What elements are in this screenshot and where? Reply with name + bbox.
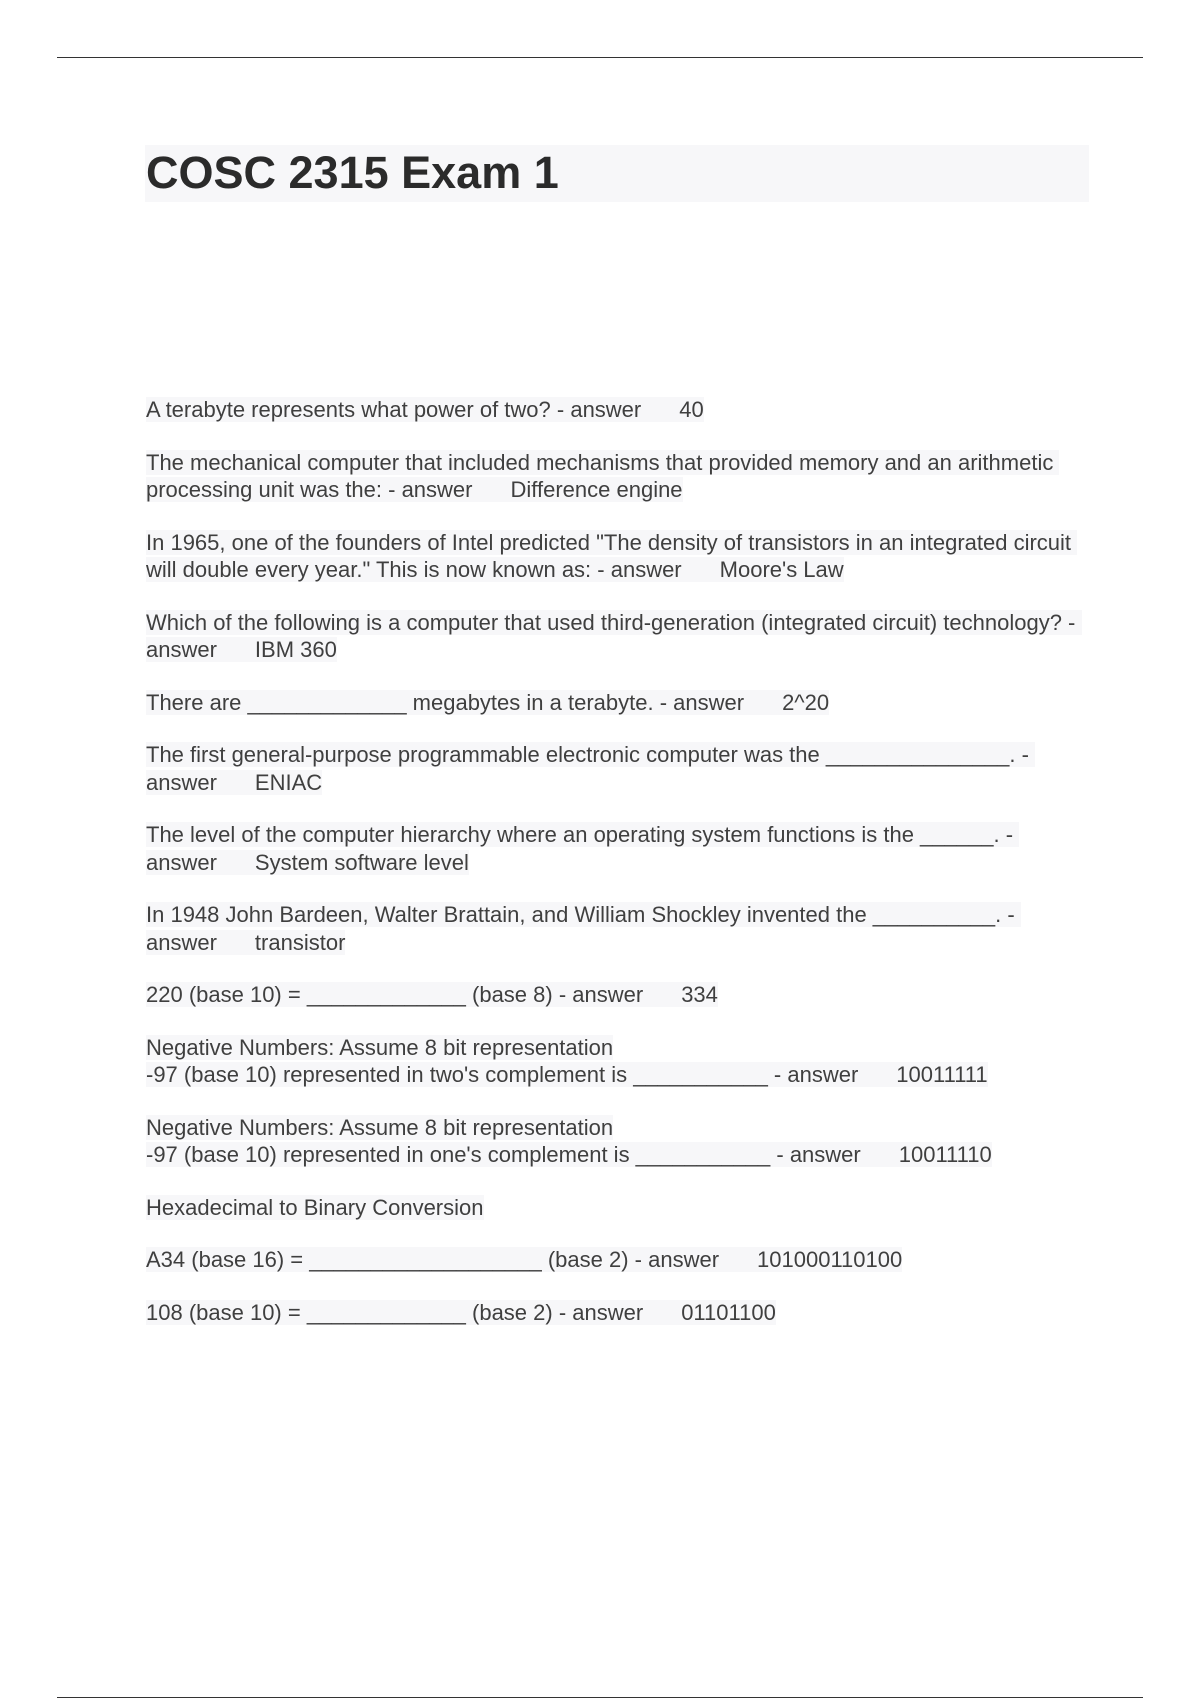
question-text: In 1965, one of the founders of Intel predicted "The density of transistors in an integrated circuit will double every year." This is now known as: - answer [146, 529, 1078, 582]
answer-text: System software level [254, 849, 469, 875]
answer-text: 101000110100 [757, 1247, 903, 1272]
bottom-rule [57, 1697, 1143, 1698]
page-title: COSC 2315 Exam 1 [146, 147, 559, 198]
qa-item [146, 689, 1096, 717]
question-text: The first general-purpose programmable electronic computer was the _______________. - answer [146, 742, 1036, 795]
answer-text: 334 [681, 982, 718, 1007]
question-text: 108 (base 10) = _____________ (base 2) - answer [146, 1299, 644, 1325]
qa-list [146, 396, 1096, 1351]
qa-item [146, 741, 1096, 796]
answer-text: 10011111 [896, 1062, 988, 1087]
qa-item [146, 1034, 1096, 1089]
top-rule [57, 57, 1143, 58]
qa-item [146, 529, 1096, 584]
answer-text: 10011110 [898, 1142, 992, 1167]
section-heading [146, 1194, 1096, 1222]
answer-text: IBM 360 [254, 637, 337, 662]
qa-item [146, 1114, 1096, 1169]
question-text: There are _____________ megabytes in a terabyte. - answer [146, 689, 745, 715]
qa-item [146, 1246, 1096, 1274]
question-text: -97 (base 10) represented in two's complement is ___________ - answer [146, 1062, 859, 1087]
qa-item [146, 901, 1096, 956]
answer-text: 01101100 [681, 1299, 776, 1325]
question-text: In 1948 John Bardeen, Walter Brattain, and William Shockley invented the __________. - answer [146, 902, 1021, 955]
question-text: A terabyte represents what power of two? - answer [146, 397, 642, 422]
question-preface: Negative Numbers: Assume 8 bit representation [146, 1034, 614, 1060]
answer-text: 40 [679, 397, 704, 422]
answer-text: 2^20 [782, 689, 830, 715]
question-text: The level of the computer hierarchy where an operating system functions is the ______. - answer [146, 822, 1020, 875]
answer-text: Moore's Law [719, 557, 844, 582]
qa-item [146, 396, 1096, 424]
qa-item [146, 449, 1096, 504]
qa-item [146, 821, 1096, 876]
qa-item [146, 609, 1096, 664]
question-text: 220 (base 10) = _____________ (base 8) - answer [146, 982, 644, 1007]
question-preface: Negative Numbers: Assume 8 bit representation [146, 1114, 614, 1140]
answer-text: transistor [254, 929, 346, 955]
question-text: A34 (base 16) = ___________________ (base 2) - answer [146, 1247, 720, 1272]
answer-text: Difference engine [510, 477, 683, 502]
answer-text: ENIAC [254, 769, 323, 795]
qa-item [146, 981, 1096, 1009]
question-text: The mechanical computer that included mechanisms that provided memory and an arithmetic processing unit was the: - answer [146, 449, 1060, 502]
question-text: -97 (base 10) represented in one's complement is ___________ - answer [146, 1142, 861, 1167]
question-text: Which of the following is a computer that used third-generation (integrated circuit) technology? - answer [146, 609, 1082, 662]
section-heading-text: Hexadecimal to Binary Conversion [146, 1194, 484, 1220]
qa-item [146, 1299, 1096, 1327]
